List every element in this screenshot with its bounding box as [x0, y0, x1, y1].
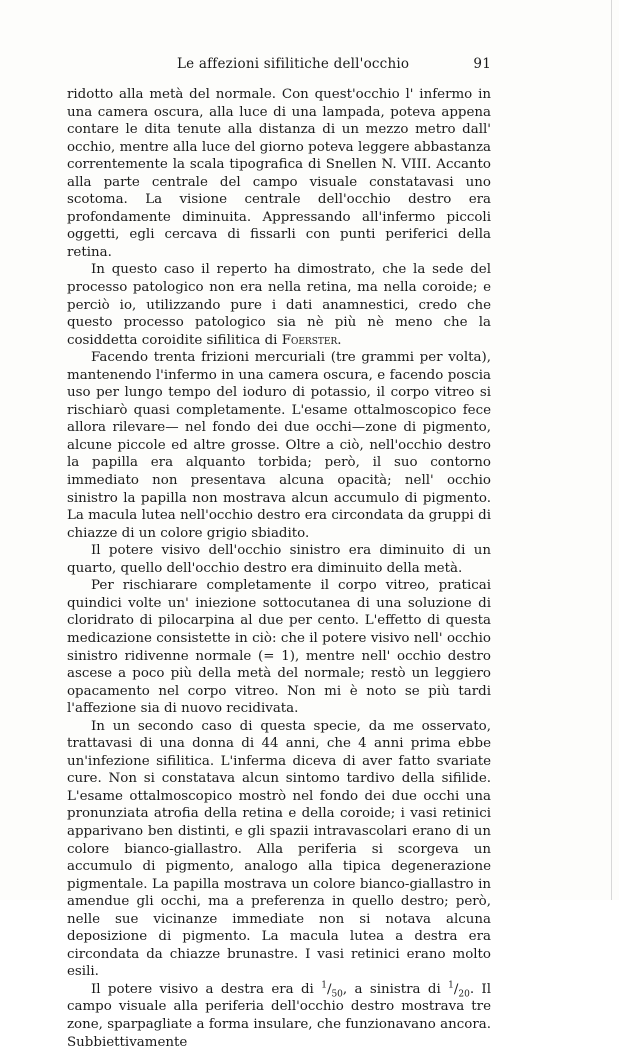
paragraph-text: . Il campo visuale alla periferia dell'occhio destro mostrava tre zone, sparpagliate a forma insulare, che funzionavano ancora. Subbiettivamente [67, 981, 491, 1050]
paragraph: Il potere visivo a destra era di $^1/_{50}$, a sinistra di $^1/_{20}$. Il campo visuale alla periferia dell'occhio destro mostrava tre zone, sparpagliate a forma insulare, che funzionavano ancora. Subbiettivamente [67, 980, 491, 1050]
paragraph-text: In questo caso il reperto ha dimostrato, che la sede del processo patologico non era nella retina, ma nella coroide; e perciò io, utilizzando pure i dati anamnestici, credo che questo processo patologico sia nè più nè meno che la cosiddetta coroidite sifilitica di [67, 262, 491, 348]
page-number: 91 [473, 56, 491, 72]
paragraph: Facendo trenta frizioni mercuriali (tre grammi per volta), mantenendo l'infermo in una camera oscura, e facendo poscia uso per lungo tempo del ioduro di potassio, il corpo vitreo si rischiarò quasi completamente. L'esame ottalmoscopico fece allora rilevare— nel fondo dei due occhi—zone di pigmento, alcune piccole ed altre grosse. Oltre a ciò, nell'occhio destro la papilla era alquanto torbida; però, il suo contorno immediato non presentava alcuna opacità; nell' occhio sinistro la papilla non mostrava alcun accumulo di pigmento. La macula lutea nell'occhio destro era circondata da gruppi di chiazze di un colore grigio sbiadito. [67, 350, 491, 541]
paragraph: In un secondo caso di questa specie, da me osservato, trattavasi di una donna di 44 anni, che 4 anni prima ebbe un'infezione sifilitica. L'inferma diceva di aver fatto svariate cure. Non si constatava alcun sintomo tardivo della sifilide. L'esame ottalmoscopico mostrò nel fondo dei due occhi una pronunziata atrofia della retina e della coroide; i vasi retinici apparivano ben distinti, e gli spazii intravascolari erano di un colore bianco-giallastro. Alla periferia si scorgeva un accumulo di pigmento, analogo alla tipica degenerazione pigmentale. La papilla mostrava un colore bianco-giallastro in amendue gli occhi, ma a preferenza in quello destro; però, nelle sue vicinanze immediate non si notava alcuna deposizione di pigmento. La macula lutea a destra era circondata da chiazze brunastre. I vasi retinici erano molto esili. [67, 718, 491, 980]
fraction-numerator: 1 [321, 980, 327, 991]
paragraph-text: , a sinistra di [342, 981, 441, 997]
paragraph: Per rischiarare completamente il corpo vitreo, praticai quindici volte un' iniezione sottocutanea di una soluzione di cloridrato di pilocarpina al due per cento. L'effetto di questa medicazione consistette in ciò: che il potere visivo nell' occhio sinistro ridivenne normale (= 1), mentre nell' occhio destro ascese a poco più della metà del normale; restò un leggiero opacamento nel corpo vitreo. Non mi è noto se più tardi l'affezione sia di nuovo recidivata. [67, 578, 491, 717]
paragraph [67, 261, 491, 349]
paragraph-text: Il potere visivo a destra era di [91, 981, 314, 997]
running-header [67, 56, 491, 76]
paragraph: Il potere visivo dell'occhio sinistro era diminuito di un quarto, quello dell'occhio destro era diminuito della metà. [67, 543, 491, 576]
page-edge-line [611, 0, 612, 900]
paragraph: ridotto alla metà del normale. Con quest'occhio l' infermo in una camera oscura, alla luce di una lampada, poteva appena contare le dita tenute alla distanza di un mezzo metro dall' occhio, mentre alla luce del giorno poteva leggere abbastanza correntemente la scala tipografica di Snellen N. VIII. Accanto alla parte centrale del campo visuale constatavasi uno scotoma. La visione centrale dell'occhio destro era profondamente diminuita. Appressando all'infermo piccoli oggetti, egli cercava di fissarli con punti periferici della retina. [67, 87, 491, 260]
running-title: Le affezioni sifilitiche dell'occhio [177, 56, 410, 72]
author-name: Foerster. [281, 332, 342, 348]
fraction-denominator: 50 [331, 989, 343, 1000]
fraction-denominator: 20 [458, 989, 470, 1000]
fraction-numerator: 1 [448, 980, 454, 991]
body-text [67, 86, 491, 1051]
